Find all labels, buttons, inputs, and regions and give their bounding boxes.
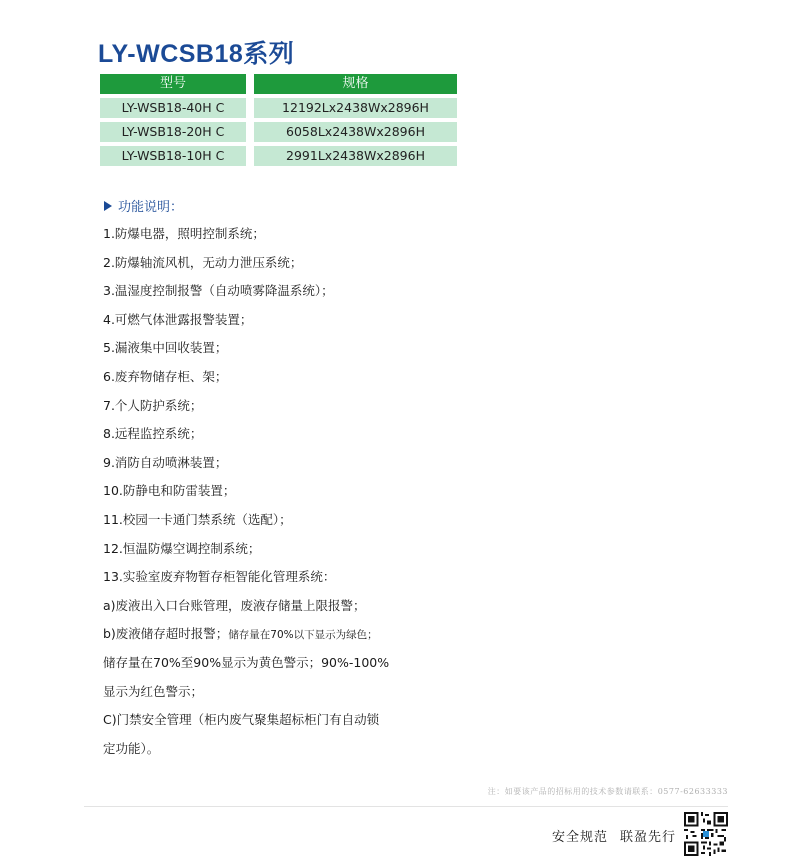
spec-cell: 12192Lx2438Wx2896H (254, 98, 457, 118)
list-item-small-text: 储存量在70%以下显示为绿色； (228, 629, 378, 642)
list-item (103, 620, 403, 649)
qr-code-icon (684, 812, 728, 856)
section-heading-label: 功能说明： (118, 200, 184, 215)
list-item: 11.校园一卡通门禁系统（选配）； (103, 511, 292, 527)
model-cell: LY-WSB18-20H C (100, 122, 246, 142)
list-item: C)门禁安全管理（柜内废气聚集超标柜门有自动锁 (103, 712, 380, 728)
list-item: 13.实验室废弃物暂存柜智能化管理系统： (103, 569, 336, 585)
list-item: 5.漏液集中回收装置； (103, 340, 228, 356)
table-row (100, 122, 457, 142)
list-item: 10.防静电和防雷装置； (103, 483, 236, 499)
list-item: 2.防爆轴流风机，无动力泄压系统； (103, 254, 303, 270)
section-heading (104, 196, 183, 215)
list-item: 7.个人防护系统； (103, 397, 203, 413)
table-row (100, 146, 457, 166)
list-item: 4.可燃气体泄露报警装置； (103, 311, 253, 327)
table-row (100, 98, 457, 118)
list-item: 储存量在70%至90%显示为黄色警示；90%-100% (103, 654, 390, 670)
list-item: 定功能）。 (103, 740, 160, 756)
footer-slogan-left: 安全规范 (552, 830, 609, 845)
header-model: 型号 (100, 74, 246, 94)
list-item-text: b)废液储存超时报警； (103, 626, 229, 642)
feature-list (103, 220, 403, 763)
list-item: 3.温湿度控制报警（自动喷雾降温系统）； (103, 283, 334, 299)
list-item: 1.防爆电器，照明控制系统； (103, 226, 265, 241)
list-item: 9.消防自动喷淋装置； (103, 454, 228, 470)
header-spec: 规格 (254, 74, 457, 94)
divider (84, 806, 728, 807)
list-item: 12.恒温防爆空调控制系统； (103, 540, 261, 556)
triangle-right-icon (104, 201, 112, 211)
footer-slogan (552, 826, 676, 845)
model-cell: LY-WSB18-10H C (100, 146, 246, 166)
contact-note: 注：如要该产品的招标用的技术参数请联系：0577-62633333 (487, 787, 728, 796)
list-item: 6.废弃物储存柜、架； (103, 368, 228, 384)
page-title: LY-WCSB18系列 (98, 40, 295, 68)
spec-cell: 6058Lx2438Wx2896H (254, 122, 457, 142)
spec-table (100, 74, 457, 170)
model-cell: LY-WSB18-40H C (100, 98, 246, 118)
list-item: a)废液出入口台账管理，废液存储量上限报警； (103, 597, 366, 613)
table-header-row (100, 74, 457, 94)
list-item: 显示为红色警示； (103, 683, 204, 699)
list-item: 8.远程监控系统； (103, 426, 203, 442)
spec-cell: 2991Lx2438Wx2896H (254, 146, 457, 166)
footer-slogan-right: 联盈先行 (620, 830, 677, 845)
